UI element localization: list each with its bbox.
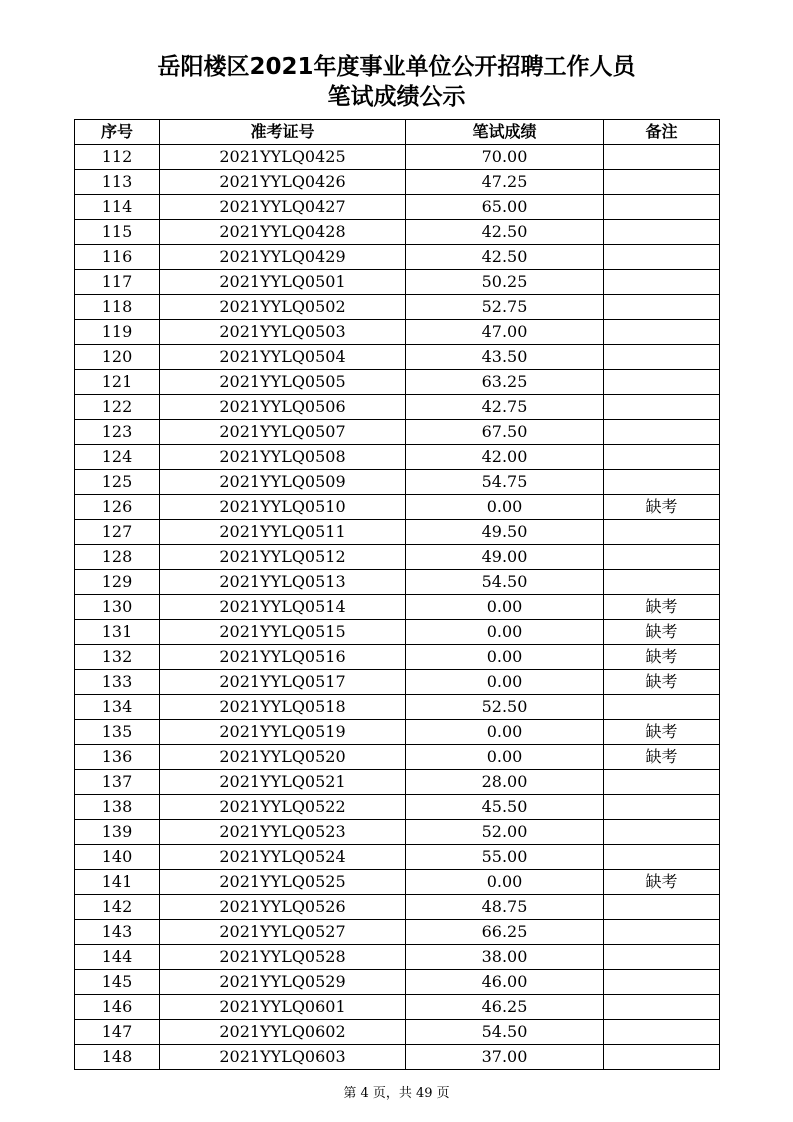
cell-seq: 139 [75, 820, 160, 845]
table-row [75, 620, 720, 645]
cell-ticket-number: 2021YYLQ0504 [160, 345, 406, 370]
cell-seq: 138 [75, 795, 160, 820]
cell-seq: 141 [75, 870, 160, 895]
cell-remark: 缺考 [604, 745, 720, 770]
table-row [75, 1045, 720, 1070]
cell-seq: 122 [75, 395, 160, 420]
cell-remark: 缺考 [604, 645, 720, 670]
cell-score: 42.75 [406, 395, 604, 420]
cell-seq: 115 [75, 220, 160, 245]
cell-ticket-number: 2021YYLQ0503 [160, 320, 406, 345]
cell-seq: 118 [75, 295, 160, 320]
cell-seq: 148 [75, 1045, 160, 1070]
page-number: 第 4 页，共 49 页 [343, 1086, 450, 1101]
cell-remark [604, 270, 720, 295]
table-row [75, 320, 720, 345]
table-row [75, 270, 720, 295]
table-row [75, 820, 720, 845]
table-row [75, 570, 720, 595]
cell-seq: 121 [75, 370, 160, 395]
cell-score: 49.00 [406, 545, 604, 570]
cell-seq: 134 [75, 695, 160, 720]
cell-seq: 146 [75, 995, 160, 1020]
cell-ticket-number: 2021YYLQ0521 [160, 770, 406, 795]
cell-remark [604, 170, 720, 195]
cell-remark [604, 995, 720, 1020]
cell-seq: 132 [75, 645, 160, 670]
cell-score: 46.25 [406, 995, 604, 1020]
table-row [75, 720, 720, 745]
cell-score: 70.00 [406, 145, 604, 170]
cell-score: 42.50 [406, 245, 604, 270]
table-row [75, 420, 720, 445]
cell-score: 37.00 [406, 1045, 604, 1070]
cell-seq: 145 [75, 970, 160, 995]
cell-seq: 131 [75, 620, 160, 645]
cell-ticket-number: 2021YYLQ0519 [160, 720, 406, 745]
cell-ticket-number: 2021YYLQ0507 [160, 420, 406, 445]
cell-ticket-number: 2021YYLQ0506 [160, 395, 406, 420]
cell-remark [604, 695, 720, 720]
table-body [75, 145, 720, 1070]
table-row [75, 845, 720, 870]
cell-score: 47.25 [406, 170, 604, 195]
cell-ticket-number: 2021YYLQ0505 [160, 370, 406, 395]
cell-ticket-number: 2021YYLQ0527 [160, 920, 406, 945]
cell-ticket-number: 2021YYLQ0525 [160, 870, 406, 895]
cell-seq: 137 [75, 770, 160, 795]
cell-seq: 119 [75, 320, 160, 345]
cell-ticket-number: 2021YYLQ0513 [160, 570, 406, 595]
cell-seq: 112 [75, 145, 160, 170]
cell-remark [604, 895, 720, 920]
cell-seq: 144 [75, 945, 160, 970]
table-row [75, 920, 720, 945]
cell-remark [604, 920, 720, 945]
cell-ticket-number: 2021YYLQ0526 [160, 895, 406, 920]
cell-ticket-number: 2021YYLQ0427 [160, 195, 406, 220]
table-row [75, 795, 720, 820]
table-row [75, 870, 720, 895]
cell-remark [604, 845, 720, 870]
cell-seq: 133 [75, 670, 160, 695]
table-row [75, 145, 720, 170]
table-row [75, 645, 720, 670]
cell-ticket-number: 2021YYLQ0602 [160, 1020, 406, 1045]
score-table [74, 119, 720, 1070]
cell-ticket-number: 2021YYLQ0520 [160, 745, 406, 770]
cell-score: 52.75 [406, 295, 604, 320]
cell-score: 28.00 [406, 770, 604, 795]
cell-seq: 114 [75, 195, 160, 220]
cell-remark [604, 770, 720, 795]
cell-seq: 128 [75, 545, 160, 570]
cell-score: 54.75 [406, 470, 604, 495]
cell-remark [604, 795, 720, 820]
cell-score: 54.50 [406, 1020, 604, 1045]
cell-score: 0.00 [406, 645, 604, 670]
cell-score: 67.50 [406, 420, 604, 445]
cell-ticket-number: 2021YYLQ0429 [160, 245, 406, 270]
cell-ticket-number: 2021YYLQ0516 [160, 645, 406, 670]
cell-remark [604, 570, 720, 595]
cell-seq: 129 [75, 570, 160, 595]
cell-ticket-number: 2021YYLQ0428 [160, 220, 406, 245]
cell-seq: 123 [75, 420, 160, 445]
header-seq: 序号 [75, 120, 160, 145]
table-row [75, 470, 720, 495]
table-header-row [75, 120, 720, 145]
cell-remark: 缺考 [604, 620, 720, 645]
cell-score: 63.25 [406, 370, 604, 395]
cell-remark [604, 145, 720, 170]
cell-remark: 缺考 [604, 720, 720, 745]
cell-ticket-number: 2021YYLQ0529 [160, 970, 406, 995]
cell-remark: 缺考 [604, 495, 720, 520]
table-row [75, 770, 720, 795]
cell-remark [604, 295, 720, 320]
document-subtitle: 笔试成绩公示 [327, 84, 466, 110]
cell-score: 48.75 [406, 895, 604, 920]
cell-ticket-number: 2021YYLQ0509 [160, 470, 406, 495]
cell-remark [604, 1045, 720, 1070]
cell-score: 50.25 [406, 270, 604, 295]
table-row [75, 195, 720, 220]
cell-ticket-number: 2021YYLQ0510 [160, 495, 406, 520]
cell-remark [604, 370, 720, 395]
table-row [75, 495, 720, 520]
table-row [75, 745, 720, 770]
cell-ticket-number: 2021YYLQ0501 [160, 270, 406, 295]
cell-seq: 127 [75, 520, 160, 545]
cell-ticket-number: 2021YYLQ0517 [160, 670, 406, 695]
cell-ticket-number: 2021YYLQ0512 [160, 545, 406, 570]
table-row [75, 670, 720, 695]
cell-score: 54.50 [406, 570, 604, 595]
cell-score: 42.00 [406, 445, 604, 470]
header-remark: 备注 [604, 120, 720, 145]
table-row [75, 945, 720, 970]
table-row [75, 295, 720, 320]
cell-ticket-number: 2021YYLQ0502 [160, 295, 406, 320]
table-row [75, 995, 720, 1020]
cell-remark [604, 395, 720, 420]
table-row [75, 970, 720, 995]
cell-remark [604, 1020, 720, 1045]
cell-ticket-number: 2021YYLQ0522 [160, 795, 406, 820]
cell-seq: 116 [75, 245, 160, 270]
cell-score: 0.00 [406, 670, 604, 695]
table-row [75, 695, 720, 720]
cell-ticket-number: 2021YYLQ0523 [160, 820, 406, 845]
table-row [75, 520, 720, 545]
cell-seq: 113 [75, 170, 160, 195]
cell-ticket-number: 2021YYLQ0528 [160, 945, 406, 970]
cell-score: 0.00 [406, 495, 604, 520]
cell-remark: 缺考 [604, 670, 720, 695]
cell-score: 43.50 [406, 345, 604, 370]
table-row [75, 595, 720, 620]
cell-remark [604, 945, 720, 970]
cell-remark [604, 445, 720, 470]
cell-remark [604, 470, 720, 495]
header-ticket-number: 准考证号 [160, 120, 406, 145]
cell-score: 38.00 [406, 945, 604, 970]
table-row [75, 895, 720, 920]
cell-score: 45.50 [406, 795, 604, 820]
table-row [75, 370, 720, 395]
cell-ticket-number: 2021YYLQ0601 [160, 995, 406, 1020]
cell-remark [604, 245, 720, 270]
cell-seq: 120 [75, 345, 160, 370]
cell-score: 52.50 [406, 695, 604, 720]
cell-score: 0.00 [406, 870, 604, 895]
table-row [75, 545, 720, 570]
cell-score: 46.00 [406, 970, 604, 995]
cell-ticket-number: 2021YYLQ0425 [160, 145, 406, 170]
document-title: 岳阳楼区2021年度事业单位公开招聘工作人员 [157, 54, 636, 80]
cell-remark [604, 820, 720, 845]
cell-ticket-number: 2021YYLQ0511 [160, 520, 406, 545]
cell-remark [604, 420, 720, 445]
cell-seq: 117 [75, 270, 160, 295]
cell-score: 0.00 [406, 745, 604, 770]
cell-score: 66.25 [406, 920, 604, 945]
cell-score: 55.00 [406, 845, 604, 870]
table-row [75, 445, 720, 470]
cell-remark [604, 320, 720, 345]
table-row [75, 395, 720, 420]
cell-seq: 124 [75, 445, 160, 470]
cell-ticket-number: 2021YYLQ0515 [160, 620, 406, 645]
cell-remark [604, 345, 720, 370]
cell-ticket-number: 2021YYLQ0426 [160, 170, 406, 195]
cell-score: 52.00 [406, 820, 604, 845]
cell-remark: 缺考 [604, 595, 720, 620]
cell-seq: 126 [75, 495, 160, 520]
cell-score: 0.00 [406, 720, 604, 745]
cell-ticket-number: 2021YYLQ0514 [160, 595, 406, 620]
table-row [75, 345, 720, 370]
cell-score: 47.00 [406, 320, 604, 345]
table-row [75, 245, 720, 270]
cell-seq: 140 [75, 845, 160, 870]
table-row [75, 1020, 720, 1045]
cell-seq: 130 [75, 595, 160, 620]
cell-remark [604, 520, 720, 545]
cell-remark [604, 195, 720, 220]
cell-seq: 136 [75, 745, 160, 770]
cell-ticket-number: 2021YYLQ0524 [160, 845, 406, 870]
table-row [75, 170, 720, 195]
header-score: 笔试成绩 [406, 120, 604, 145]
cell-seq: 143 [75, 920, 160, 945]
cell-seq: 147 [75, 1020, 160, 1045]
cell-score: 0.00 [406, 595, 604, 620]
table-row [75, 220, 720, 245]
cell-remark [604, 970, 720, 995]
cell-score: 49.50 [406, 520, 604, 545]
cell-ticket-number: 2021YYLQ0603 [160, 1045, 406, 1070]
cell-seq: 135 [75, 720, 160, 745]
cell-ticket-number: 2021YYLQ0518 [160, 695, 406, 720]
cell-remark [604, 220, 720, 245]
cell-remark: 缺考 [604, 870, 720, 895]
cell-seq: 142 [75, 895, 160, 920]
cell-score: 0.00 [406, 620, 604, 645]
cell-seq: 125 [75, 470, 160, 495]
cell-score: 65.00 [406, 195, 604, 220]
cell-remark [604, 545, 720, 570]
cell-ticket-number: 2021YYLQ0508 [160, 445, 406, 470]
cell-score: 42.50 [406, 220, 604, 245]
